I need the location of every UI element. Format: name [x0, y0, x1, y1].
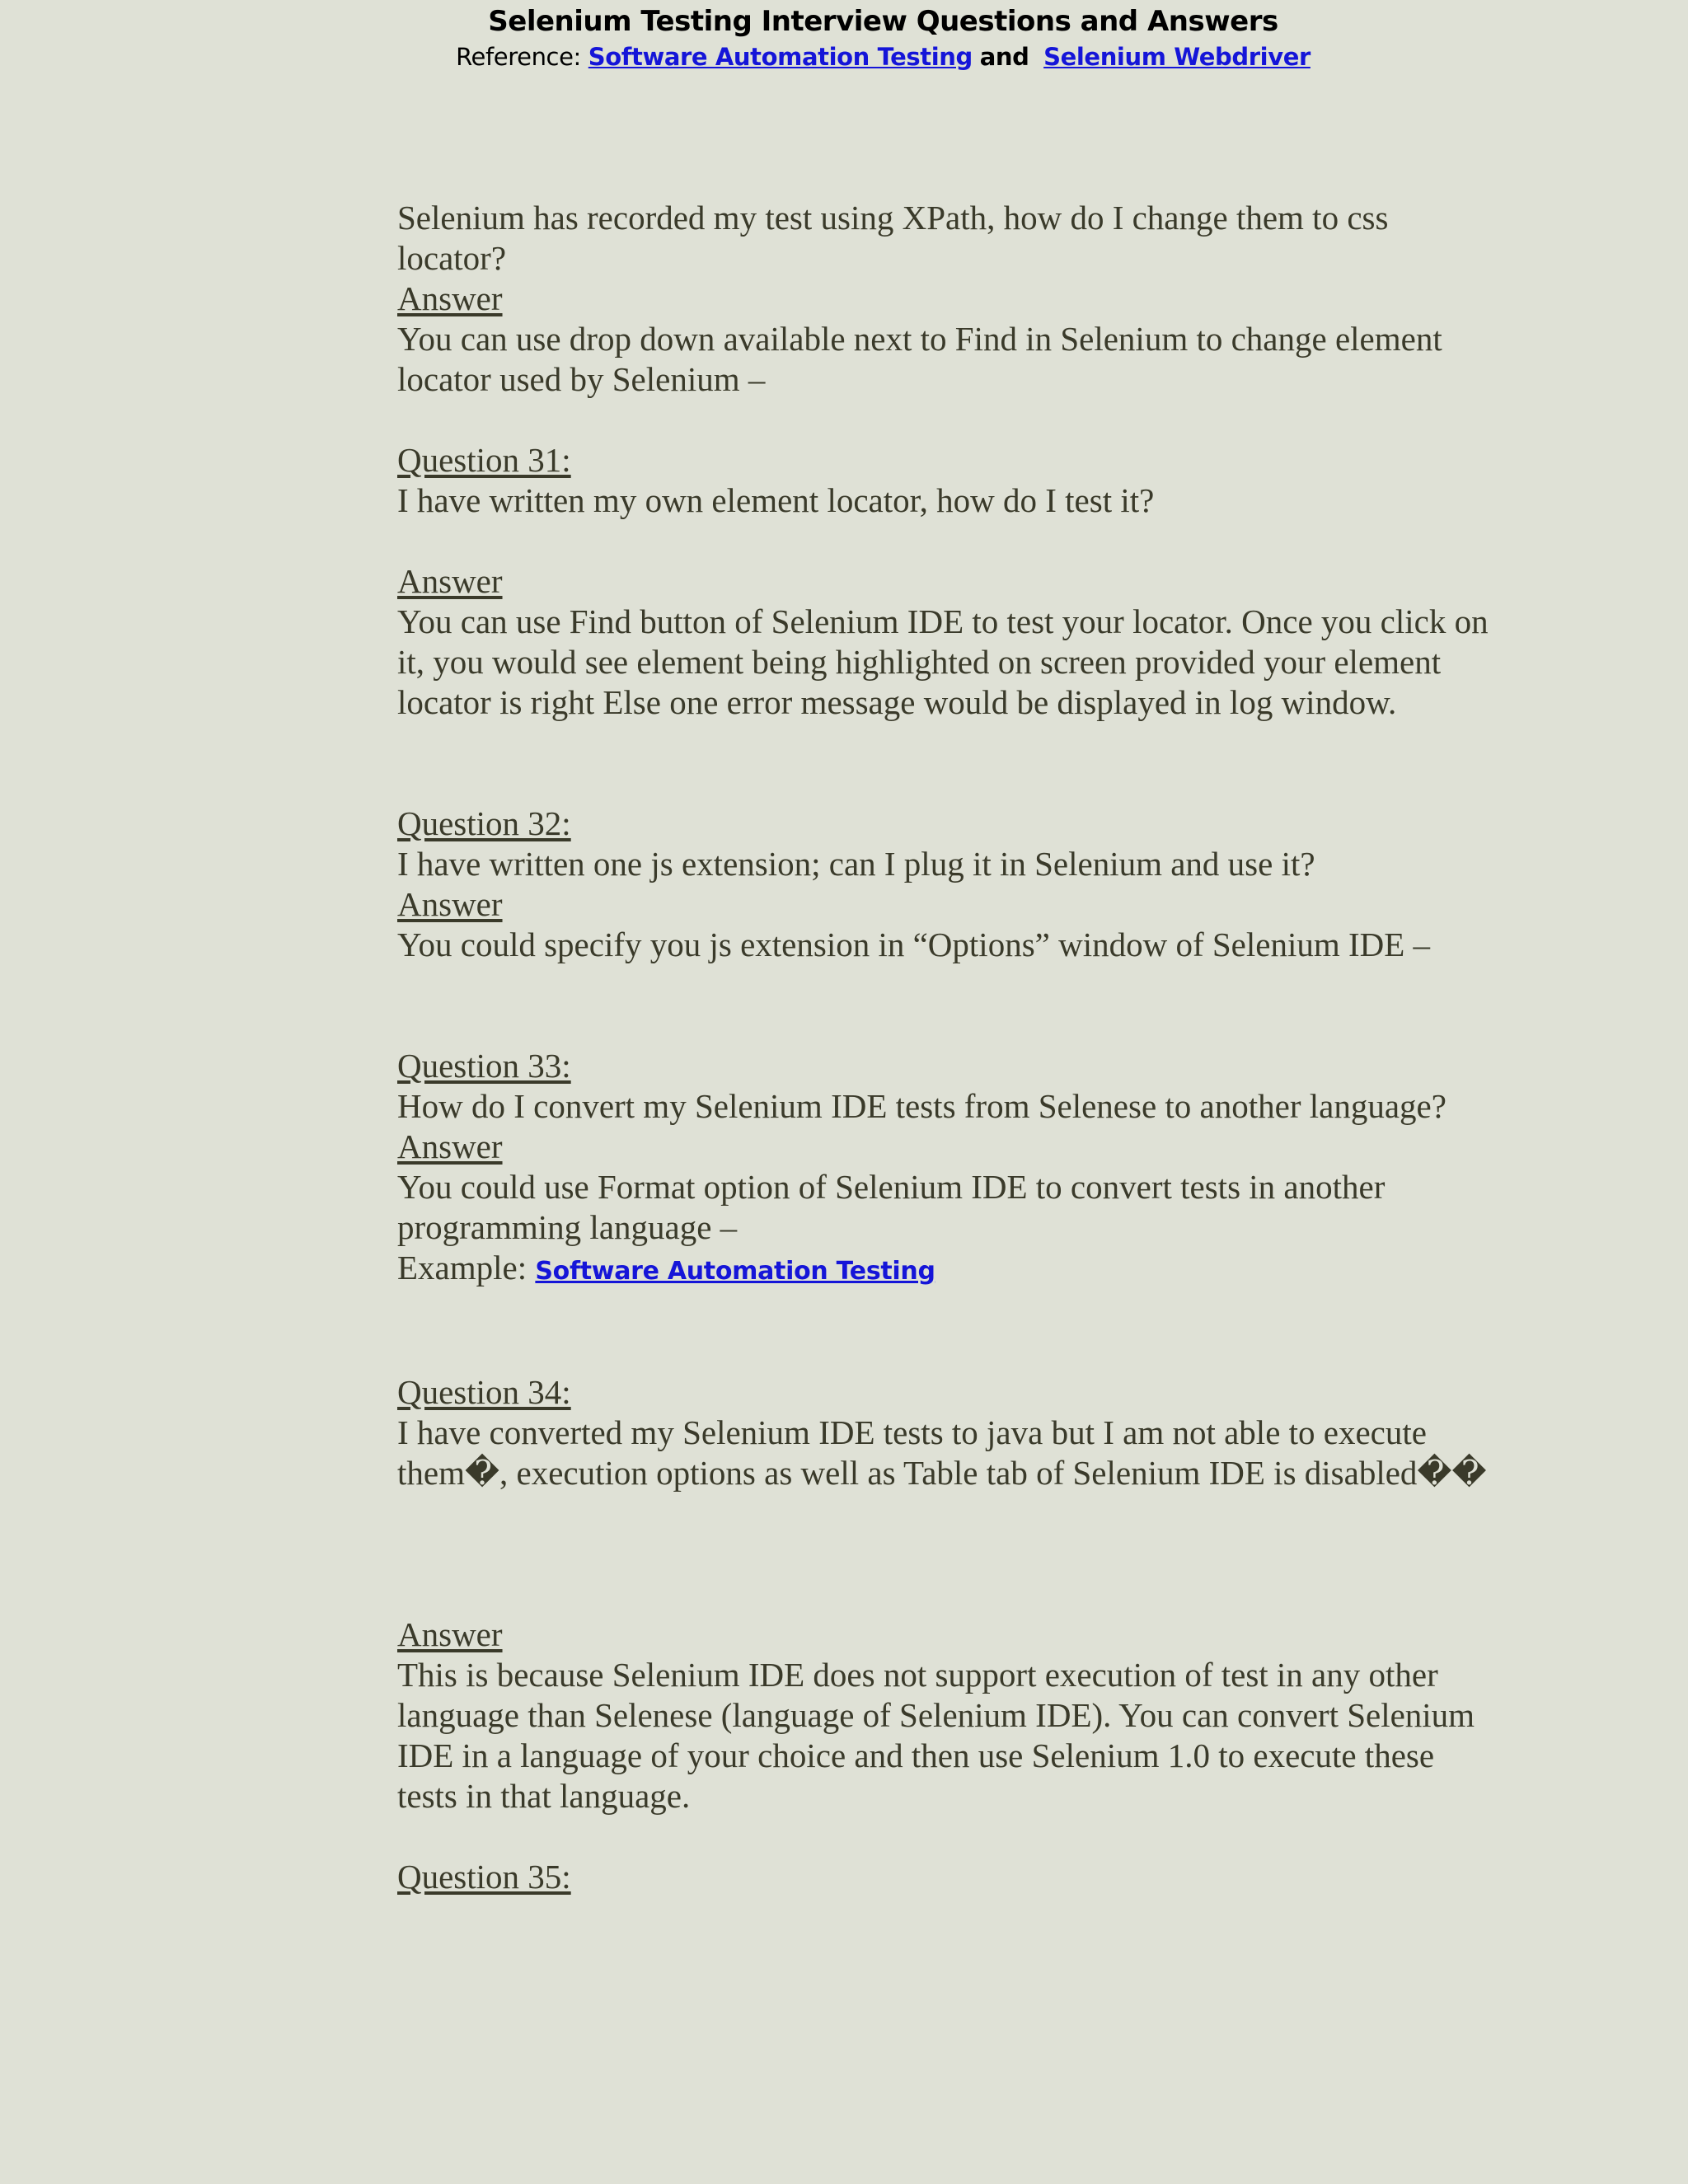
question-33-text: How do I convert my Selenium IDE tests from Selenese to another language?: [397, 1087, 1447, 1125]
answer-31-text: You can use Find button of Selenium IDE to test your locator. Once you click on it, you would see element being highlighted on screen provided your element locator is right Else one error message would be displayed in log window.: [397, 602, 1489, 721]
question-34-label: Question 34:: [397, 1373, 571, 1411]
example-label: Example:: [397, 1249, 528, 1286]
question-34-text: I have converted my Selenium IDE tests to java but I am not able to execute them�, execution options as well as Table tab of Selenium IDE is disabled��: [397, 1413, 1487, 1492]
question-33-label: Question 33:: [397, 1047, 571, 1085]
question-31-label: Question 31:: [397, 441, 571, 479]
answer-32-label: Answer: [397, 885, 503, 923]
answer-34-text: This is because Selenium IDE does not support execution of test in any other language than Selenese (language of Selenium IDE). You can convert Selenium IDE in a language of your choice and then use Selenium 1.0 to execute these tests in that language.: [397, 1656, 1475, 1815]
answer-30-label: Answer: [397, 279, 503, 317]
document-title: Selenium Testing Interview Questions and Answers: [488, 5, 1278, 38]
answer-34-label: Answer: [397, 1615, 503, 1653]
answer-31-label: Answer: [397, 562, 503, 600]
selenium-webdriver-link[interactable]: Selenium Webdriver: [1043, 43, 1311, 71]
reference-line: [0, 40, 1688, 74]
question-30-text: Selenium has recorded my test using XPath, how do I change them to css locator?: [397, 199, 1389, 277]
document-body: [397, 198, 1493, 1897]
answer-30-text: You can use drop down available next to Find in Selenium to change element locator used by Selenium –: [397, 320, 1442, 398]
software-automation-testing-link[interactable]: Software Automation Testing: [588, 43, 973, 71]
question-35-label: Question 35:: [397, 1858, 571, 1896]
answer-33-text: You could use Format option of Selenium IDE to convert tests in another programming language –: [397, 1168, 1386, 1246]
answer-32-text: You could specify you js extension in “Options” window of Selenium IDE –: [397, 926, 1431, 963]
question-31-text: I have written my own element locator, how do I test it?: [397, 481, 1155, 519]
example-line: [397, 1248, 1493, 1291]
reference-and: and: [979, 43, 1029, 71]
example-software-automation-testing-link[interactable]: Software Automation Testing: [535, 1257, 935, 1286]
question-32-text: I have written one js extension; can I plug it in Selenium and use it?: [397, 845, 1315, 883]
reference-label: Reference:: [456, 43, 581, 71]
answer-33-label: Answer: [397, 1127, 503, 1165]
question-32-label: Question 32:: [397, 804, 571, 842]
